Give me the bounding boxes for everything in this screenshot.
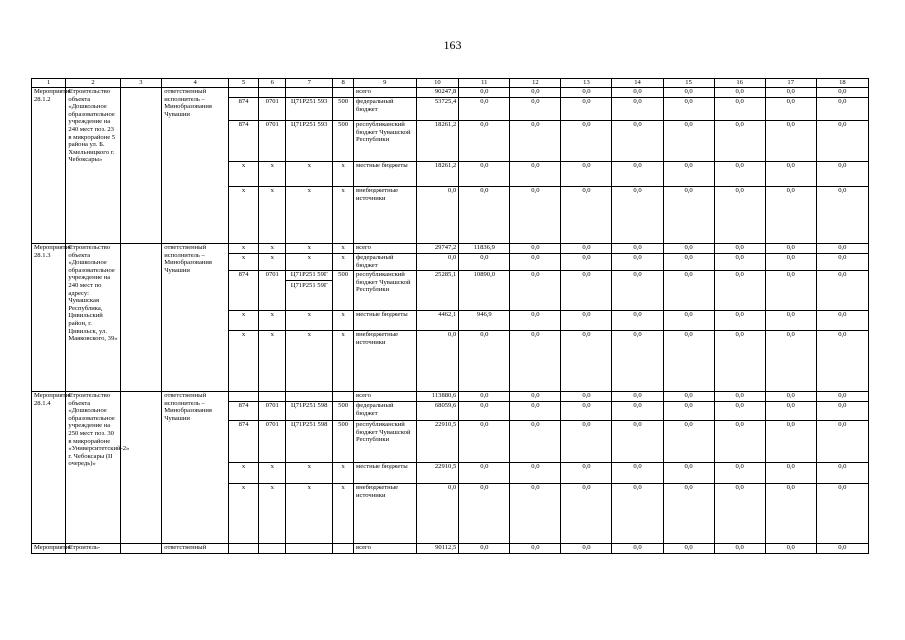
event-cell: Мероприятие 28.1.2 (32, 88, 66, 244)
value-cell: 0,0 (663, 311, 714, 331)
value-cell: 0,0 (561, 311, 612, 331)
code-cell: x (228, 244, 258, 254)
value-cell: 18261,2 (416, 162, 459, 187)
code-cell: x (286, 463, 333, 484)
value-cell: 0,0 (416, 254, 459, 271)
header-cell: 7 (286, 79, 333, 88)
value-cell: 0,0 (765, 98, 816, 121)
code-cell: 0701 (259, 402, 286, 421)
source-cell: внебюджетные источники (354, 331, 417, 392)
header-cell: 15 (663, 79, 714, 88)
code-cell: x (333, 162, 354, 187)
code-cell: 500 (333, 402, 354, 421)
table-row (32, 244, 869, 254)
value-cell: 0,0 (612, 98, 663, 121)
code-cell: x (259, 254, 286, 271)
header-cell: 2 (66, 79, 120, 88)
code-cell (286, 271, 333, 311)
code-cell: 0701 (259, 98, 286, 121)
value-cell: 0,0 (510, 88, 561, 98)
code-cell (333, 88, 354, 98)
source-cell: внебюджетные источники (354, 187, 417, 244)
code-cell: x (333, 463, 354, 484)
value-cell: 0,0 (816, 271, 868, 311)
table-row (32, 544, 869, 554)
value-cell: 0,0 (714, 311, 765, 331)
code-cell (228, 88, 258, 98)
value-cell: 0,0 (816, 187, 868, 244)
code-cell: Ц71Р251 598 (286, 402, 333, 421)
value-cell: 0,0 (510, 544, 561, 554)
value-cell: 0,0 (714, 544, 765, 554)
value-cell: 0,0 (561, 121, 612, 162)
event-cell: Мероприятие 28.1.4 (32, 392, 66, 544)
code-cell: 500 (333, 121, 354, 162)
code-cell: 874 (228, 121, 258, 162)
value-cell: 0,0 (816, 254, 868, 271)
value-cell: 0,0 (765, 121, 816, 162)
header-cell: 17 (765, 79, 816, 88)
value-cell: 90112,5 (416, 544, 459, 554)
table-row (32, 392, 869, 402)
value-cell: 0,0 (765, 392, 816, 402)
value-cell: 0,0 (714, 162, 765, 187)
value-cell: 0,0 (612, 402, 663, 421)
value-cell: 0,0 (416, 484, 459, 544)
value-cell: 0,0 (612, 392, 663, 402)
value-cell: 0,0 (612, 271, 663, 311)
event-cell: Мероприятие (32, 544, 66, 554)
value-cell: 0,0 (714, 484, 765, 544)
value-cell: 0,0 (816, 121, 868, 162)
value-cell: 0,0 (561, 254, 612, 271)
code-cell: x (333, 244, 354, 254)
value-cell: 0,0 (816, 244, 868, 254)
value-cell: 113880,6 (416, 392, 459, 402)
value-cell: 0,0 (612, 254, 663, 271)
code-cell: x (228, 254, 258, 271)
value-cell: 0,0 (765, 162, 816, 187)
source-cell: федеральный бюджет (354, 98, 417, 121)
value-cell: 0,0 (416, 331, 459, 392)
code-cell: x (228, 463, 258, 484)
code-cell: 500 (333, 98, 354, 121)
code-cell: 0701 (259, 421, 286, 463)
code-cell: 874 (228, 421, 258, 463)
value-cell: 0,0 (612, 162, 663, 187)
value-cell: 0,0 (612, 244, 663, 254)
value-cell: 18261,2 (416, 121, 459, 162)
value-cell: 4462,1 (416, 311, 459, 331)
value-cell: 0,0 (714, 421, 765, 463)
value-cell: 0,0 (765, 484, 816, 544)
value-cell: 0,0 (459, 402, 510, 421)
source-cell: всего (354, 392, 417, 402)
value-cell: 0,0 (816, 162, 868, 187)
value-cell: 0,0 (561, 162, 612, 187)
blank-cell (120, 544, 162, 554)
value-cell: 0,0 (561, 402, 612, 421)
code-cell: x (286, 254, 333, 271)
value-cell: 0,0 (561, 544, 612, 554)
code-cell (228, 544, 258, 554)
code-cell (259, 544, 286, 554)
value-cell: 0,0 (816, 463, 868, 484)
code-cell: x (228, 331, 258, 392)
value-cell: 0,0 (663, 331, 714, 392)
code-cell: 874 (228, 402, 258, 421)
executor-cell: ответственный исполнитель – Минобразования Чувашии (162, 244, 229, 392)
value-cell: 0,0 (510, 311, 561, 331)
value-cell: 0,0 (612, 187, 663, 244)
code-cell: x (228, 162, 258, 187)
source-cell: местные бюджеты (354, 162, 417, 187)
code-line: Ц71Р251 59Г (286, 271, 332, 281)
source-cell: федеральный бюджет (354, 254, 417, 271)
value-cell: 0,0 (816, 402, 868, 421)
value-cell: 0,0 (663, 463, 714, 484)
value-cell: 0,0 (816, 88, 868, 98)
value-cell: 68059,6 (416, 402, 459, 421)
code-cell: 500 (333, 271, 354, 311)
value-cell: 0,0 (612, 463, 663, 484)
source-cell: всего (354, 544, 417, 554)
value-cell: 0,0 (612, 544, 663, 554)
object-cell: Строительство объекта «Дошкольное образовательное учреждение на 240 мест по адресу: Чувашская Республика, Цивильский район, г. Цивильск, ул. Маяковского, 39» (66, 244, 120, 392)
code-cell (259, 392, 286, 402)
value-cell: 0,0 (765, 254, 816, 271)
value-cell: 22910,5 (416, 463, 459, 484)
event-cell: Мероприятие 28.1.3 (32, 244, 66, 392)
code-cell: x (259, 187, 286, 244)
value-cell: 0,0 (510, 187, 561, 244)
value-cell: 0,0 (663, 244, 714, 254)
value-cell: 90247,8 (416, 88, 459, 98)
blank-cell (120, 244, 162, 392)
value-cell: 0,0 (510, 331, 561, 392)
value-cell: 0,0 (459, 162, 510, 187)
code-cell (333, 392, 354, 402)
header-cell: 14 (612, 79, 663, 88)
value-cell: 0,0 (561, 463, 612, 484)
value-cell: 0,0 (612, 311, 663, 331)
header-cell: 13 (561, 79, 612, 88)
value-cell: 0,0 (561, 484, 612, 544)
executor-cell: ответственный исполнитель – Минобразования Чувашии (162, 88, 229, 244)
code-cell: x (286, 484, 333, 544)
executor-cell: ответственный (162, 544, 229, 554)
value-cell: 0,0 (714, 392, 765, 402)
code-cell (228, 392, 258, 402)
value-cell: 0,0 (459, 254, 510, 271)
value-cell: 0,0 (612, 88, 663, 98)
value-cell: 53725,4 (416, 98, 459, 121)
value-cell: 0,0 (459, 98, 510, 121)
value-cell: 11836,9 (459, 244, 510, 254)
value-cell: 0,0 (663, 187, 714, 244)
code-cell: x (333, 484, 354, 544)
code-cell (333, 544, 354, 554)
header-cell: 18 (816, 79, 868, 88)
code-cell: 0701 (259, 271, 286, 311)
value-cell: 0,0 (510, 244, 561, 254)
value-cell: 0,0 (663, 421, 714, 463)
value-cell: 0,0 (561, 187, 612, 244)
source-cell: республиканский бюджет Чувашской Республики (354, 271, 417, 311)
value-cell: 0,0 (816, 331, 868, 392)
page-number: 163 (443, 38, 462, 52)
value-cell: 0,0 (663, 484, 714, 544)
code-cell: Ц71Р251 593 (286, 98, 333, 121)
value-cell: 0,0 (765, 331, 816, 392)
blank-cell (120, 392, 162, 544)
source-cell: республиканский бюджет Чувашской Республики (354, 421, 417, 463)
value-cell: 10890,0 (459, 271, 510, 311)
code-cell: x (228, 484, 258, 544)
code-cell: x (228, 187, 258, 244)
source-cell: внебюджетные источники (354, 484, 417, 544)
value-cell: 0,0 (459, 421, 510, 463)
code-cell (286, 544, 333, 554)
value-cell: 0,0 (459, 484, 510, 544)
value-cell: 0,0 (561, 244, 612, 254)
value-cell: 0,0 (816, 311, 868, 331)
value-cell: 0,0 (612, 421, 663, 463)
table-row (32, 88, 869, 98)
value-cell: 0,0 (714, 254, 765, 271)
code-cell: x (286, 187, 333, 244)
code-cell: x (286, 311, 333, 331)
value-cell: 0,0 (765, 421, 816, 463)
value-cell: 0,0 (765, 187, 816, 244)
header-cell: 5 (228, 79, 258, 88)
header-cell: 6 (259, 79, 286, 88)
header-cell: 4 (162, 79, 229, 88)
value-cell: 0,0 (714, 121, 765, 162)
code-cell: x (259, 463, 286, 484)
value-cell: 0,0 (510, 402, 561, 421)
value-cell: 0,0 (663, 254, 714, 271)
code-cell: Ц71Р251 593 (286, 121, 333, 162)
value-cell: 0,0 (714, 244, 765, 254)
code-cell: x (333, 254, 354, 271)
value-cell: 0,0 (765, 463, 816, 484)
header-cell: 1 (32, 79, 66, 88)
value-cell: 0,0 (765, 271, 816, 311)
value-cell: 0,0 (816, 484, 868, 544)
source-cell: всего (354, 244, 417, 254)
value-cell: 22910,5 (416, 421, 459, 463)
value-cell: 0,0 (510, 463, 561, 484)
blank-cell (120, 88, 162, 244)
header-cell: 3 (120, 79, 162, 88)
value-cell: 0,0 (612, 121, 663, 162)
code-cell: 0701 (259, 121, 286, 162)
code-cell (286, 88, 333, 98)
code-cell: x (286, 244, 333, 254)
code-cell: 874 (228, 271, 258, 311)
value-cell: 0,0 (663, 88, 714, 98)
value-cell: 0,0 (510, 162, 561, 187)
value-cell: 0,0 (561, 421, 612, 463)
source-cell: федеральный бюджет (354, 402, 417, 421)
source-cell: всего (354, 88, 417, 98)
value-cell: 0,0 (816, 392, 868, 402)
value-cell: 0,0 (561, 98, 612, 121)
object-cell: Строительство объекта «Дошкольное образовательное учреждение на 250 мест поз. 30 в микрорайоне «Университетский-2» г. Чебоксары (II очередь)» (66, 392, 120, 544)
code-cell: x (333, 331, 354, 392)
value-cell: 0,0 (663, 98, 714, 121)
value-cell: 0,0 (714, 402, 765, 421)
value-cell: 0,0 (663, 392, 714, 402)
value-cell: 0,0 (459, 187, 510, 244)
value-cell: 0,0 (561, 271, 612, 311)
code-cell: x (259, 162, 286, 187)
header-cell: 12 (510, 79, 561, 88)
value-cell: 0,0 (714, 463, 765, 484)
source-cell: местные бюджеты (354, 311, 417, 331)
value-cell: 0,0 (459, 88, 510, 98)
source-cell: республиканский бюджет Чувашской Республики (354, 121, 417, 162)
value-cell: 0,0 (663, 544, 714, 554)
value-cell: 0,0 (816, 98, 868, 121)
code-cell: x (286, 162, 333, 187)
code-cell: x (259, 331, 286, 392)
value-cell: 0,0 (663, 402, 714, 421)
object-cell: Строитель- (66, 544, 120, 554)
value-cell: 0,0 (459, 331, 510, 392)
value-cell: 0,0 (663, 162, 714, 187)
header-cell: 16 (714, 79, 765, 88)
value-cell: 0,0 (765, 402, 816, 421)
value-cell: 29747,2 (416, 244, 459, 254)
header-cell: 9 (354, 79, 417, 88)
value-cell: 0,0 (510, 271, 561, 311)
code-cell (259, 88, 286, 98)
value-cell: 0,0 (561, 88, 612, 98)
value-cell: 0,0 (459, 463, 510, 484)
value-cell: 0,0 (459, 392, 510, 402)
value-cell: 0,0 (416, 187, 459, 244)
object-cell: Строительство объекта «Дошкольное образовательное учреждение на 240 мест поз. 23 в микрорайоне 5 района ул. Б. Хмельницкого г. Чебоксары» (66, 88, 120, 244)
value-cell: 0,0 (612, 331, 663, 392)
value-cell: 0,0 (714, 98, 765, 121)
code-line: Ц71Р251 59Г (290, 281, 328, 289)
value-cell: 0,0 (510, 392, 561, 402)
value-cell: 0,0 (714, 88, 765, 98)
value-cell: 0,0 (510, 484, 561, 544)
value-cell: 0,0 (510, 98, 561, 121)
value-cell: 0,0 (663, 121, 714, 162)
code-cell (286, 392, 333, 402)
value-cell: 0,0 (510, 421, 561, 463)
value-cell: 0,0 (765, 244, 816, 254)
value-cell: 0,0 (459, 544, 510, 554)
value-cell: 0,0 (561, 392, 612, 402)
code-cell: x (259, 311, 286, 331)
value-cell: 0,0 (765, 88, 816, 98)
value-cell: 0,0 (561, 331, 612, 392)
value-cell: 946,9 (459, 311, 510, 331)
code-cell: x (228, 311, 258, 331)
value-cell: 0,0 (459, 121, 510, 162)
budget-table (31, 78, 869, 554)
value-cell: 0,0 (765, 544, 816, 554)
value-cell: 0,0 (816, 544, 868, 554)
value-cell: 0,0 (714, 271, 765, 311)
header-cell: 10 (416, 79, 459, 88)
value-cell: 0,0 (765, 311, 816, 331)
value-cell: 0,0 (714, 331, 765, 392)
header-row (32, 79, 869, 88)
value-cell: 0,0 (714, 187, 765, 244)
source-cell: местные бюджеты (354, 463, 417, 484)
code-cell: x (259, 244, 286, 254)
code-cell: x (286, 331, 333, 392)
value-cell: 0,0 (663, 271, 714, 311)
code-cell: 874 (228, 98, 258, 121)
value-cell: 0,0 (510, 254, 561, 271)
code-cell: Ц71Р251 598 (286, 421, 333, 463)
value-cell: 25285,1 (416, 271, 459, 311)
header-cell: 8 (333, 79, 354, 88)
value-cell: 0,0 (510, 121, 561, 162)
value-cell: 0,0 (612, 484, 663, 544)
executor-cell: ответственный исполнитель – Минобразования Чувашии (162, 392, 229, 544)
code-cell: x (333, 311, 354, 331)
header-cell: 11 (459, 79, 510, 88)
code-cell: 500 (333, 421, 354, 463)
value-cell: 0,0 (816, 421, 868, 463)
code-cell: x (333, 187, 354, 244)
code-cell: x (259, 484, 286, 544)
